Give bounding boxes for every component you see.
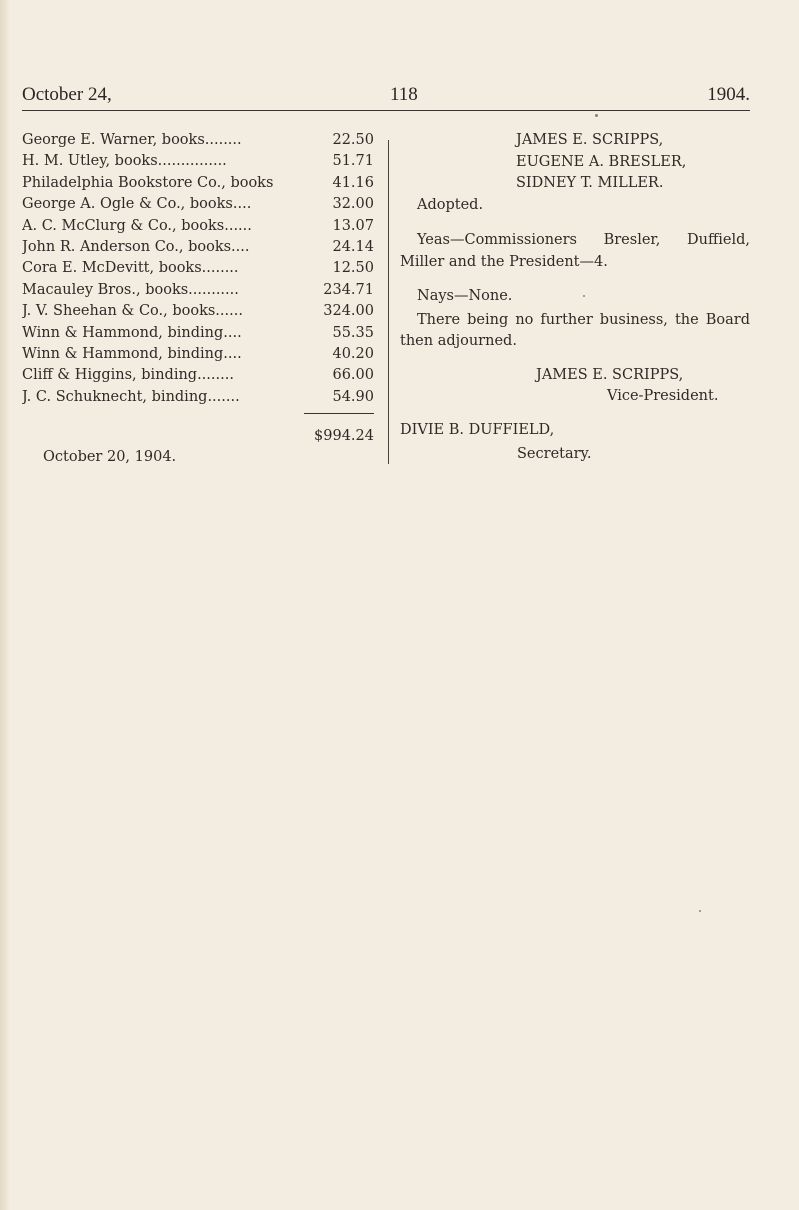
ledger-desc: H. M. Utley, books............... [22,153,227,170]
ledger-desc: J. V. Sheehan & Co., books...... [22,303,243,320]
ledger-amount: 51.71 [332,153,374,170]
ledger-list [22,130,374,414]
ledger-row [22,280,374,301]
vice-president-name: JAMES E. SCRIPPS, [536,366,684,383]
ledger-desc: Cliff & Higgins, binding........ [22,367,234,384]
ledger-row [22,237,374,258]
ledger-row [22,365,374,386]
ledger-desc: George A. Ogle & Co., books.... [22,196,252,213]
ledger-row [22,323,374,344]
ledger-row [22,258,374,279]
ledger-amount: 66.00 [332,367,374,384]
ledger-row [22,344,374,365]
ledger-row [22,151,374,172]
ledger-amount: 55.35 [332,324,374,341]
page-number: 118 [390,84,418,105]
ledger-desc: Philadelphia Bookstore Co., books [22,174,274,191]
ledger-desc: Cora E. McDevitt, books........ [22,260,239,277]
ledger-desc: George E. Warner, books........ [22,132,242,148]
ledger-desc: A. C. McClurg & Co., books...... [22,217,252,234]
ledger-desc: Winn & Hammond, binding.... [22,324,242,341]
ledger-amount: 12.50 [332,260,374,277]
ledger-amount: 22.50 [332,132,374,148]
header-year: 1904. [707,84,750,105]
secretary-title: Secretary. [517,446,592,462]
column-divider [388,140,389,464]
ledger-row [22,130,374,151]
ink-speck [699,910,701,912]
header-date: October 24, [22,84,112,105]
ledger-row [22,194,374,215]
ledger-desc: Macauley Bros., books........... [22,281,239,298]
ledger-row [22,216,374,237]
ink-speck [595,114,598,117]
ledger-date: October 20, 1904. [43,449,177,465]
ledger-amount: 41.16 [332,174,374,191]
ledger-row [22,301,374,322]
adopted-text: Adopted. [417,196,484,213]
header-rule [22,110,750,111]
ledger-amount: 54.90 [332,388,374,405]
page-edge [0,0,10,1210]
page-header [22,84,750,110]
ledger-amount: 24.14 [332,238,374,255]
ledger-amount: 234.71 [323,281,374,298]
ledger-amount: 40.20 [332,345,374,362]
ledger-row [22,173,374,194]
signer-name: SIDNEY T. MILLER. [516,175,664,191]
nays-paragraph: Nays—None. [417,288,513,304]
ledger-row [22,387,374,408]
ledger-desc: J. C. Schuknecht, binding....... [22,388,240,405]
ledger-amount: 32.00 [332,196,374,213]
yeas-paragraph: Yeas—Commissioners Bresler, Duffield, Miller and the President—4. [400,232,750,270]
ledger-desc: Winn & Hammond, binding.... [22,345,242,362]
minutes-column [400,130,750,466]
signer-name: JAMES E. SCRIPPS, [516,132,664,148]
signer-name: EUGENE A. BRESLER, [516,153,687,170]
ledger-total: $994.24 [314,428,374,444]
vice-president-title: Vice-President. [607,388,719,404]
adjourn-paragraph: There being no further business, the Board then adjourned. [400,311,750,349]
ink-speck [583,295,585,297]
sum-rule [304,413,374,414]
secretary-name: DIVIE B. DUFFIELD, [400,421,555,438]
ledger-amount: 13.07 [332,217,374,234]
ledger-amount: 324.00 [323,303,374,320]
ledger-desc: John R. Anderson Co., books.... [22,238,250,255]
